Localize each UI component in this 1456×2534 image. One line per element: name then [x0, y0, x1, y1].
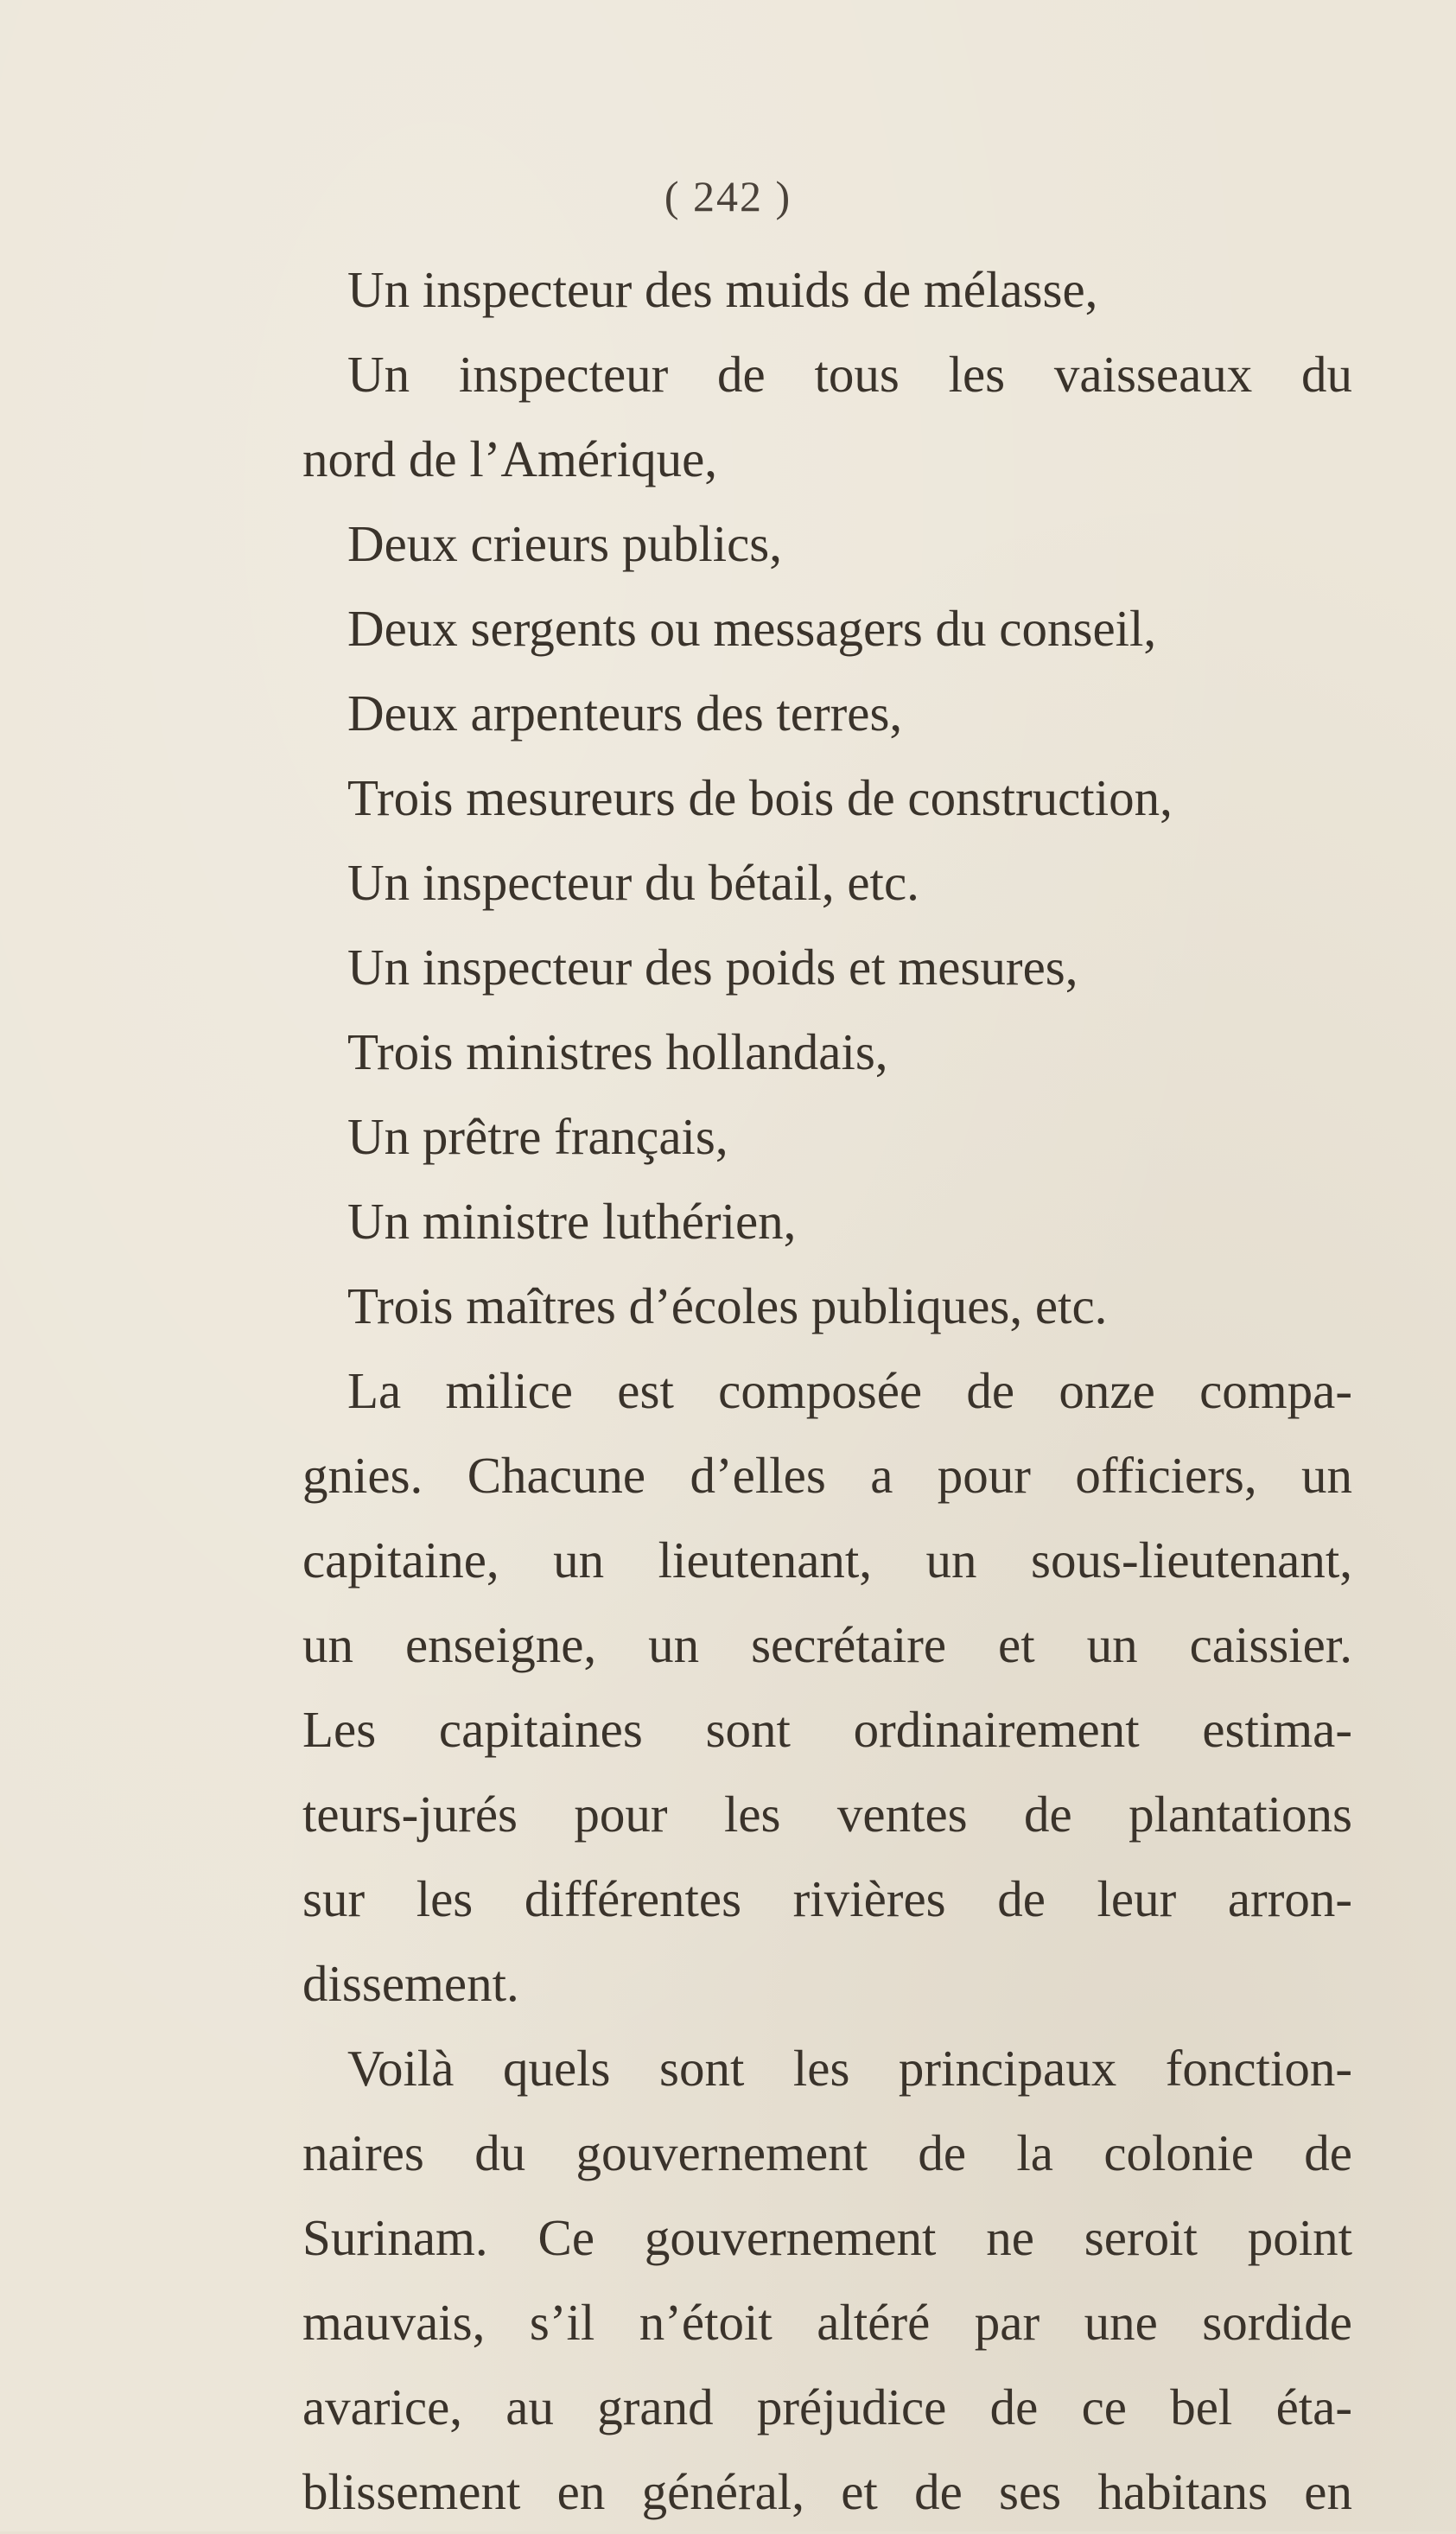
text-line: naires du gouvernement de la colonie de: [302, 2124, 1352, 2181]
text-line: Un inspecteur du bétail, etc.: [347, 854, 919, 911]
text-line: Surinam. Ce gouvernement ne seroit point: [302, 2209, 1352, 2266]
text-line: Un inspecteur des poids et mesures,: [347, 939, 1078, 996]
text-line: Voilà quels sont les principaux fonction-: [347, 2040, 1352, 2097]
text-line: sur les différentes rivières de leur arron-: [302, 1870, 1352, 1927]
text-line: Deux sergents ou messagers du conseil,: [347, 600, 1157, 657]
text-line: teurs-jurés pour les ventes de plantations: [302, 1786, 1352, 1843]
text-line: avarice, au grand préjudice de ce bel éta-: [302, 2378, 1352, 2435]
page-text: [302, 247, 1352, 2534]
text-line: blissement en général, et de ses habitans en: [302, 2463, 1352, 2520]
text-line: gnies. Chacune d’elles a pour officiers, un: [302, 1447, 1352, 1504]
text-line: La milice est composée de onze compa-: [347, 1362, 1352, 1419]
text-line: nord de l’Amérique,: [302, 430, 718, 487]
text-line: Trois ministres hollandais,: [347, 1023, 888, 1080]
text-line: dissement.: [302, 1955, 519, 2012]
text-line: capitaine, un lieutenant, un sous-lieutenant,: [302, 1531, 1352, 1589]
text-line: Trois mesureurs de bois de construction,: [347, 769, 1173, 826]
text-line: mauvais, s’il n’étoit altéré par une sordide: [302, 2294, 1352, 2351]
text-line: Deux arpenteurs des terres,: [347, 684, 903, 742]
text-line: Un inspecteur des muids de mélasse,: [347, 261, 1098, 318]
text-line: Trois maîtres d’écoles publiques, etc.: [347, 1277, 1108, 1334]
text-line: un enseigne, un secrétaire et un caissier.: [302, 1616, 1352, 1673]
page-number: ( 242 ): [664, 172, 792, 220]
text-line: Deux crieurs publics,: [347, 515, 782, 572]
text-line: Un inspecteur de tous les vaisseaux du: [347, 346, 1352, 403]
text-line: Les capitaines sont ordinairement estima-: [302, 1701, 1352, 1758]
text-line: Un ministre luthérien,: [347, 1193, 797, 1250]
text-line: Un prêtre français,: [347, 1108, 728, 1165]
